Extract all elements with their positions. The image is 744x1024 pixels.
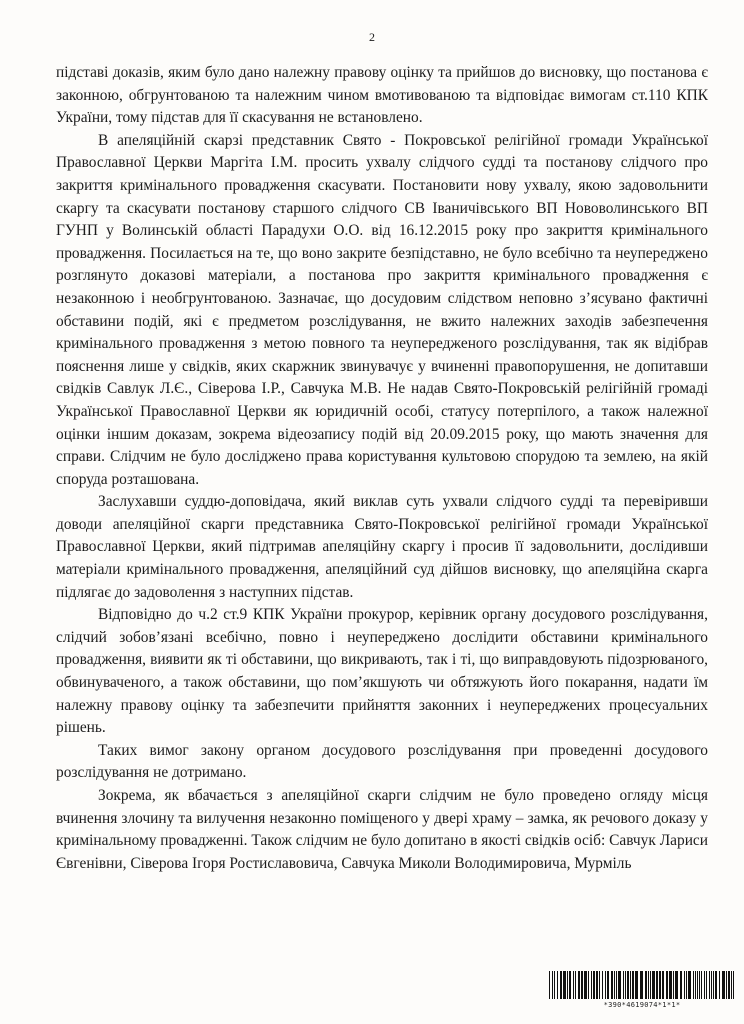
paragraph-hearing: Заслухавши суддю-доповідача, який виклав суть ухвали слідчого судді та перевіривши доводи апеляційної скарги представника Свято-Покровської релігійної громади Української Православної Церкви, який підтримав апеляційну скаргу і просив її задовольнити, дослідивши матеріали кримінального провадження, апеляційний суд дійшов висновку, що апеляційна скарга підлягає до задоволення з наступних підстав. <box>56 493 708 601</box>
barcode <box>548 971 736 1015</box>
barcode-number: *390*4619074*1*1* <box>603 1001 681 1009</box>
paragraph-appeal-claims: В апеляційній скарзі представник Свято - Покровської релігійної громади Української Православної Церкви Маргіта І.М. просить ухвалу слідчого судді та постанову слідчого про закриття кримінального провадження скасувати. Постановити нову ухвалу, якою задовольнити скаргу та скасувати постанову старшого слідчого СВ Іваничівського ВП Нововолинського ВП ГУНП у Волинській області Парадухи О.О. від 16.12.2015 року про закриття кримінального провадження. Посилається на те, що воно закрите безпідставно, не було всебічно та неупереджено розглянуто доказові матеріали, а постанова про закриття кримінального провадження є незаконною і необгрунтованою. Зазначає, що досудовим слідством неповно з’ясувано фактичні обставини подій, які є предметом розслідування, не вжито належних заходів забезпечення кримінального провадження з метою повного та неупередженого розслідування, так як відібрав пояснення лише у свідків, яких скаржник звинувачує у вчиненні правопорушення, не допитавши свідків Савлук Л.Є., Сіверова І.Р., Савчука М.В. Не надав Свято-Покровській релігійній громаді Української Православної Церкви як юридичній особі, статусу потерпілого, а також належної оцінки іншим доказам, зокрема відеозапису подій від 20.09.2015 року, що мають значення для справи. Слідчим не було досліджено права користування культовою спорудою та землею, на якій споруда розташована. <box>56 131 708 488</box>
document-body <box>56 62 708 875</box>
page-number: 2 <box>369 30 375 44</box>
paragraph-requirements-not-met: Таких вимог закону органом досудового розслідування при проведенні досудового розслідування не дотримано. <box>56 741 708 782</box>
paragraph-law-reference: Відповідно до ч.2 ст.9 КПК України прокурор, керівник органу досудового розслідування, слідчий зобов’язані всебічно, повно і неупереджено дослідити обставини кримінального провадження, виявити як ті обставини, що викривають, так і ті, що виправдовують підозрюваного, обвинуваченого, а також обставини, що пом’якшують чи обтяжують його покарання, надати їм належну правову оцінку та забезпечити прийняття законних і неупереджених процесуальних рішень. <box>56 606 708 737</box>
barcode-bars <box>548 971 736 999</box>
paragraph-particulars: Зокрема, як вбачається з апеляційної скарги слідчим не було проведено огляду місця вчинення злочину та вилучення незаконно поміщеного у двері храму – замка, як речового доказу у кримінальному провадженні. Також слідчим не було допитано в якості свідків осіб: Савчук Лариси Євгенівни, Сіверова Ігоря Ростиславовича, Савчука Миколи Володимировича, Мурміль <box>56 787 708 872</box>
paragraph-continuation: підставі доказів, яким було дано належну правову оцінку та прийшов до висновку, що постанова є законною, обгрунтованою та належним чином вмотивованою та відповідає вимогам ст.110 КПК України, тому підстав для її скасування не встановлено. <box>56 64 708 127</box>
